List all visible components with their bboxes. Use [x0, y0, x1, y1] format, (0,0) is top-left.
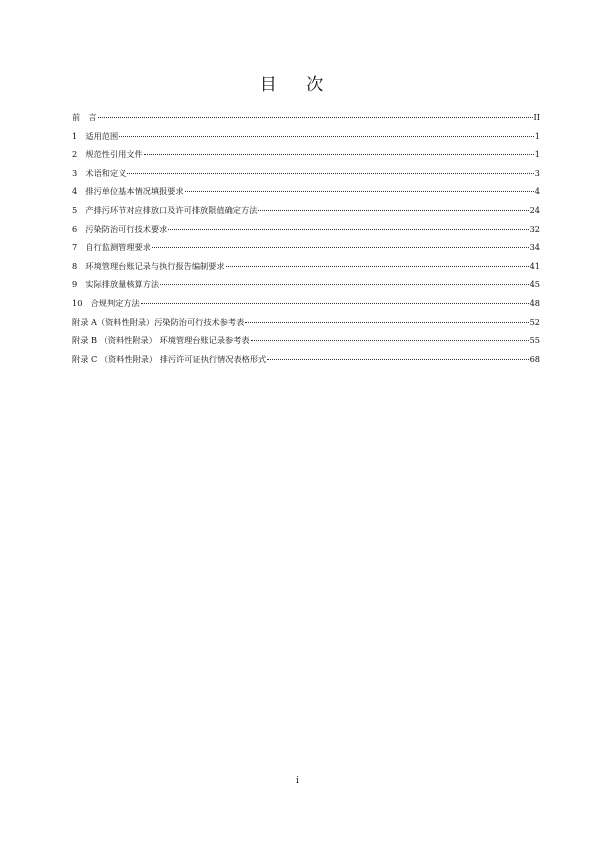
- toc-entry-page: II: [533, 112, 540, 122]
- toc-entry-page: 48: [529, 297, 540, 308]
- toc-entry[interactable]: [72, 205, 540, 224]
- toc-entry-page: 32: [529, 223, 540, 234]
- toc-entry-label: 附录 A（资料性附录）污染防治可行技术参考表: [72, 316, 245, 327]
- dot-leader: [251, 340, 529, 341]
- toc-entry-page: 4: [534, 186, 540, 197]
- toc-entry-label: 5 产排污环节对应排放口及许可排放限值确定方法: [72, 204, 258, 215]
- toc-entry[interactable]: [72, 354, 540, 373]
- toc-entry-page: 3: [534, 167, 540, 178]
- dot-leader: [245, 322, 528, 323]
- dot-leader: [152, 247, 529, 248]
- toc-entry[interactable]: [72, 168, 540, 187]
- toc-entry[interactable]: [72, 149, 540, 168]
- toc-entry-label: 8 环境管理台账记录与执行报告编制要求: [72, 260, 225, 271]
- toc-title: 目 次: [259, 75, 336, 95]
- dot-leader: [185, 191, 534, 192]
- dot-leader: [144, 154, 534, 155]
- toc-entry-page: 1: [534, 149, 540, 160]
- toc-entry-label: 6 污染防治可行技术要求: [72, 223, 168, 234]
- toc-entry-label: 前 言: [72, 112, 97, 122]
- toc-entry-page: 52: [529, 316, 540, 327]
- toc-entry-label: 附录 B （资料性附录） 环境管理台账记录参考表: [72, 335, 250, 346]
- toc-entry-page: 55: [529, 335, 540, 346]
- toc-entry-label: 4 排污单位基本情况填报要求: [72, 186, 184, 197]
- toc-entry[interactable]: [72, 186, 540, 205]
- toc-entry[interactable]: [72, 317, 540, 336]
- toc-entry[interactable]: [72, 131, 540, 150]
- toc-entry-page: 24: [529, 204, 540, 215]
- toc-entry-label: 1 适用范围: [72, 130, 119, 141]
- toc-entry[interactable]: [72, 242, 540, 261]
- dot-leader: [160, 284, 528, 285]
- dot-leader: [127, 173, 533, 174]
- toc-entry[interactable]: [72, 261, 540, 280]
- toc-entry[interactable]: [72, 112, 540, 131]
- dot-leader: [141, 303, 529, 304]
- toc-entry-page: 45: [529, 279, 540, 290]
- table-of-contents: [72, 112, 540, 372]
- toc-entry[interactable]: [72, 279, 540, 298]
- page-number: i: [296, 776, 299, 786]
- toc-entry-page: 1: [534, 130, 540, 141]
- toc-entry[interactable]: [72, 224, 540, 243]
- dot-leader: [258, 210, 528, 211]
- dot-leader: [168, 229, 528, 230]
- toc-entry-label: 附录 C （资料性附录） 排污许可证执行情况表格形式: [72, 353, 267, 364]
- toc-entry-page: 34: [529, 242, 540, 253]
- toc-entry-label: 7 自行监测管理要求: [72, 242, 151, 253]
- toc-entry-page: 41: [529, 260, 540, 271]
- toc-entry-page: 68: [529, 353, 540, 364]
- dot-leader: [98, 117, 533, 118]
- toc-entry-label: 10 合规判定方法: [72, 297, 140, 308]
- toc-entry-label: 3 术语和定义: [72, 167, 127, 178]
- toc-entry[interactable]: [72, 298, 540, 317]
- toc-entry[interactable]: [72, 335, 540, 354]
- dot-leader: [226, 266, 529, 267]
- dot-leader: [119, 136, 534, 137]
- toc-entry-label: 9 实际排放量核算方法: [72, 279, 160, 290]
- dot-leader: [267, 359, 528, 360]
- toc-entry-label: 2 规范性引用文件: [72, 149, 143, 160]
